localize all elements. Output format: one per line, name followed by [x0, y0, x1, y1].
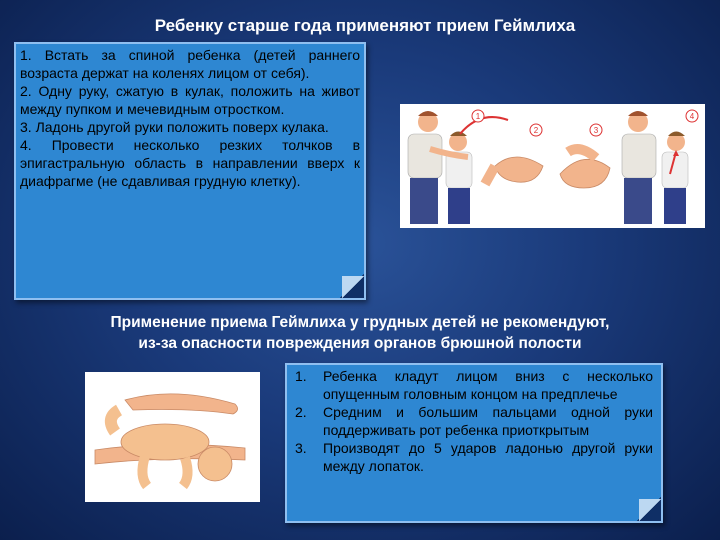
- infant-step-3-number: 3.: [295, 440, 307, 456]
- instruction-box-older-child: [14, 42, 366, 300]
- figure-label-1: 1: [475, 112, 481, 121]
- step-3-text: 3. Ладонь другой руки положить поверх кулака.: [20, 119, 329, 135]
- infant-body: [121, 424, 209, 460]
- page-curl: [342, 276, 364, 298]
- heimlich-illustration-svg: [400, 104, 705, 228]
- adult-and-child-figure-right: [622, 111, 688, 224]
- page-curl-2: [639, 499, 661, 521]
- subtitle-line-1: Применение приема Геймлиха у грудных детей не рекомендуют,: [110, 314, 610, 331]
- infant-head: [198, 447, 232, 481]
- infant-step-3: [293, 439, 653, 475]
- infant-step-1-text: Ребенка кладут лицом вниз с несколько опущенным головным концом на предплечье: [323, 368, 653, 402]
- figure-label-3: 3: [593, 126, 599, 135]
- heimlich-illustration: [400, 104, 705, 228]
- infant-step-3-text: Производят до 5 ударов ладонью другой руки между лопаток.: [323, 440, 653, 474]
- subtitle-line-2: из-за опасности повреждения органов брюшной полости: [138, 335, 582, 352]
- slide-title: Ребенку старше года применяют прием Геймлиха: [154, 16, 576, 35]
- infant-back-blows-illustration: [85, 372, 260, 502]
- fist-figure: [485, 157, 543, 184]
- adult-and-child-figure-left: [408, 111, 472, 224]
- step-4-text: 4. Провести несколько резких толчков в эпигастральную область в направлении вверх к диафрагме (не сдавливая грудную клетку).: [20, 137, 360, 189]
- callout-arrow: [460, 117, 508, 134]
- step-2-text: 2. Одну руку, сжатую в кулак, положить на живот между пупком и мечевидным отростком.: [20, 83, 360, 117]
- infant-illustration-svg: [85, 372, 260, 502]
- step-1-text: 1. Встать за спиной ребенка (детей раннего возраста держат на коленях лицом от себя).: [20, 47, 360, 81]
- figure-label-4: 4: [689, 112, 695, 121]
- infant-step-1: [293, 367, 653, 403]
- instruction-box-infant: [285, 363, 663, 523]
- infant-steps-list: [293, 367, 653, 475]
- infant-warning-subtitle: [40, 312, 680, 354]
- striking-hand: [125, 394, 238, 414]
- infant-step-2: [293, 403, 653, 439]
- figure-label-2: 2: [533, 126, 539, 135]
- hand-over-fist-figure: [560, 149, 610, 188]
- infant-step-2-text: Средним и большим пальцами одной руки поддерживать рот ребенка приоткрытым: [323, 404, 653, 438]
- infant-step-1-number: 1.: [295, 368, 307, 384]
- infant-step-2-number: 2.: [295, 404, 307, 420]
